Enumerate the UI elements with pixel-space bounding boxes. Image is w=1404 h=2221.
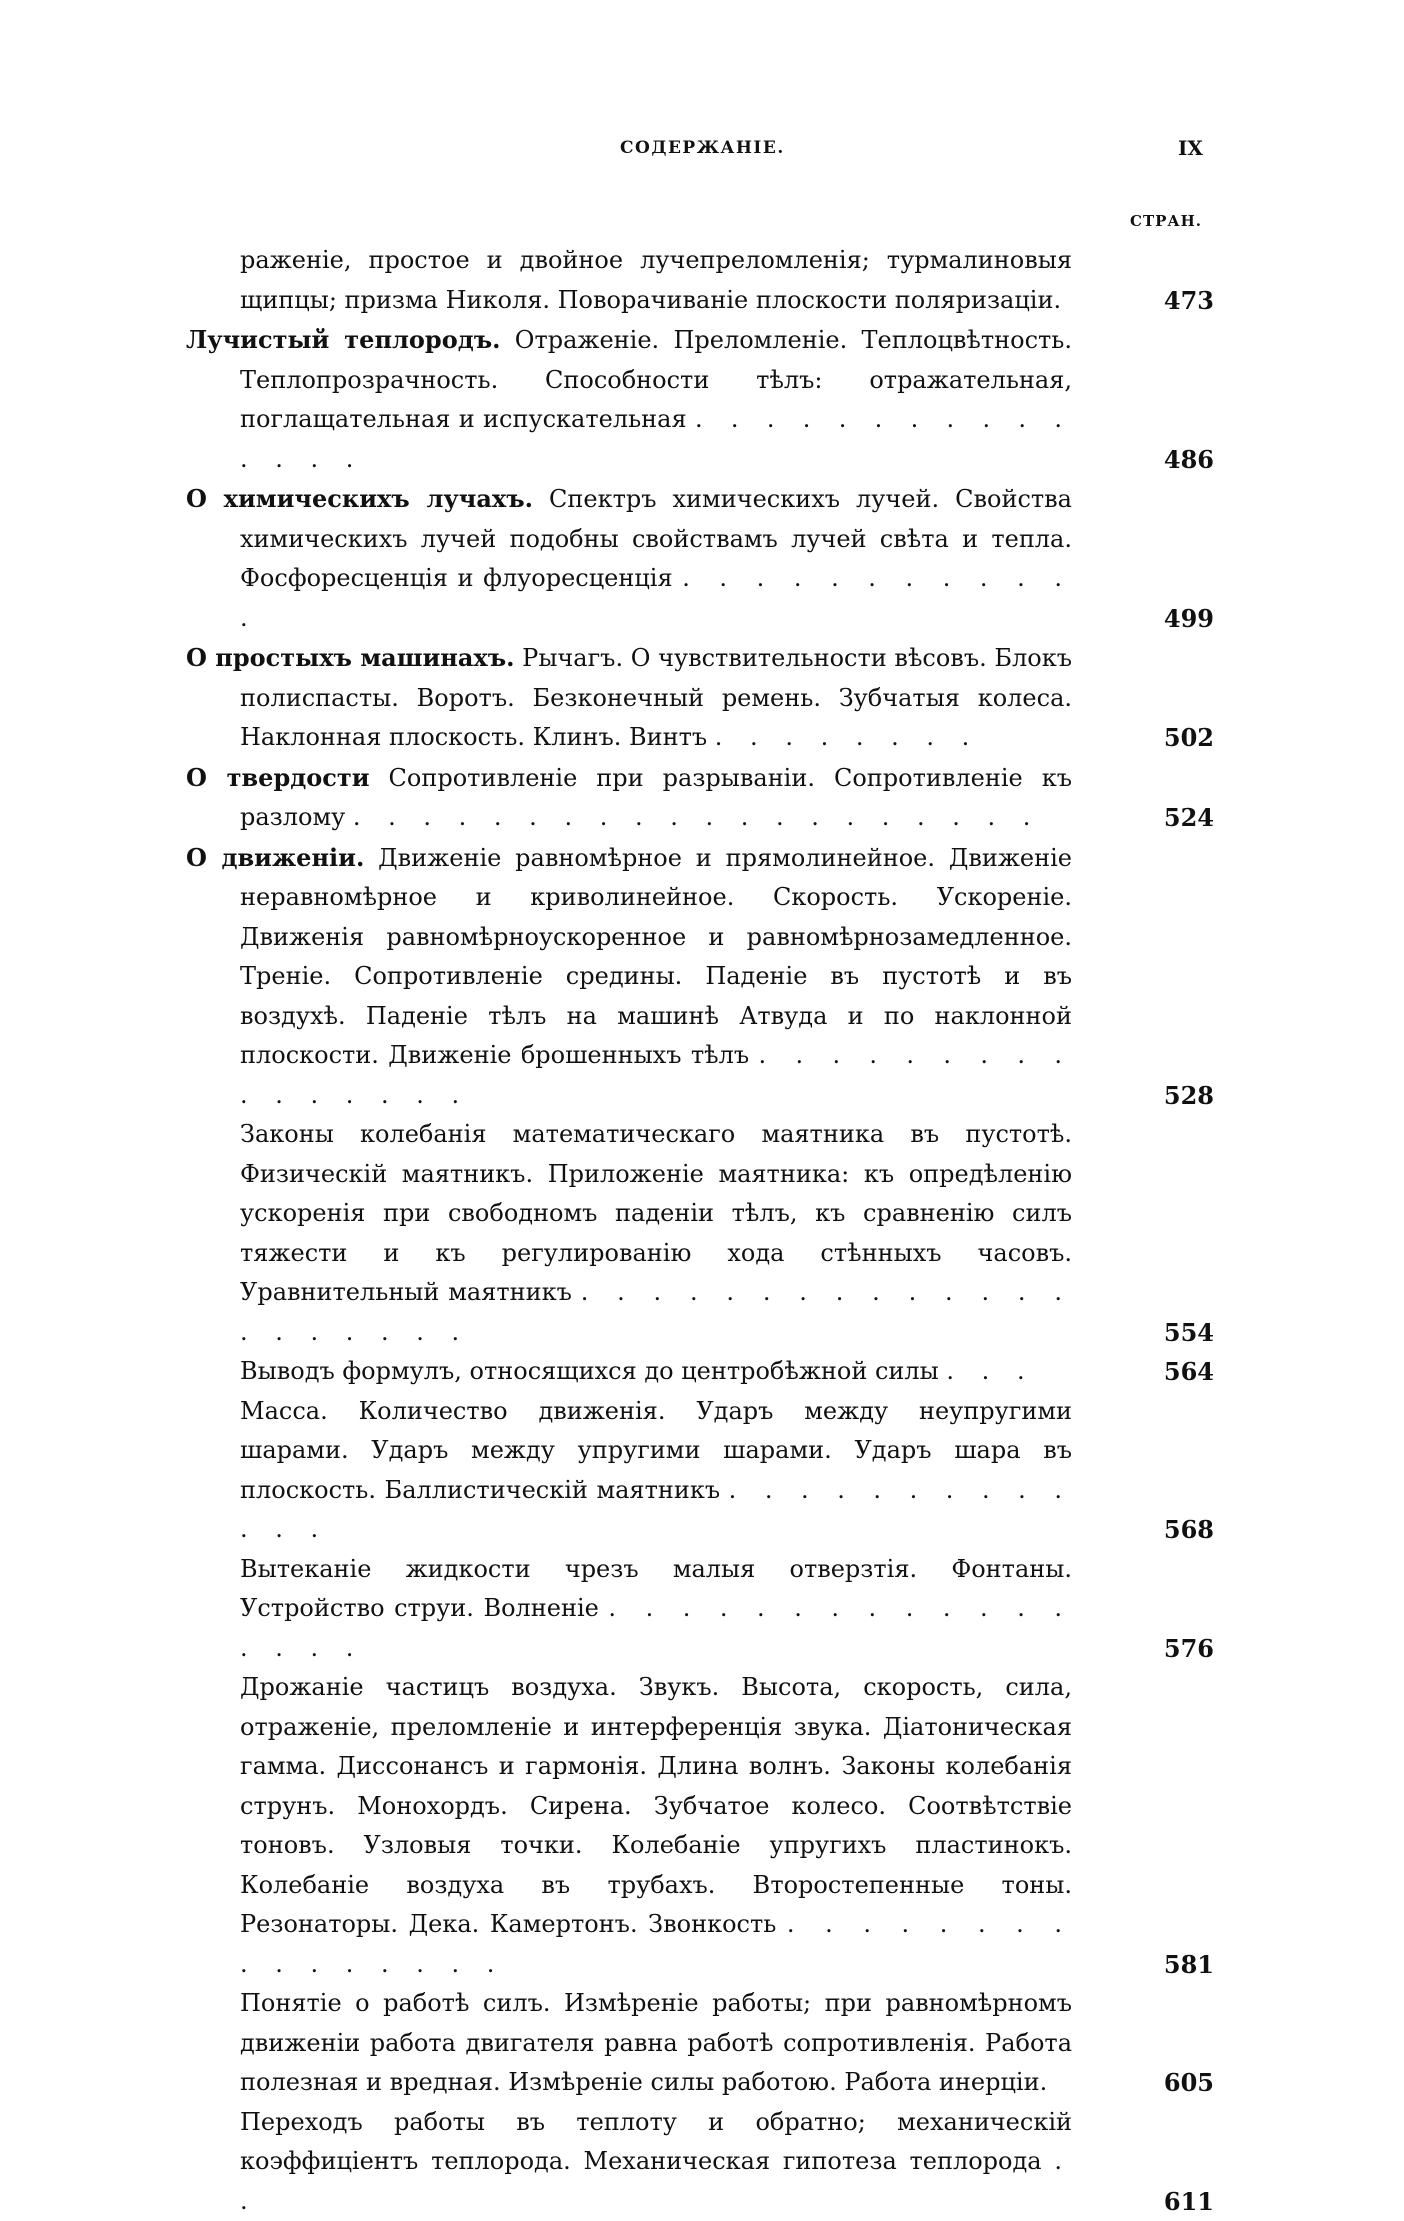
toc-entry-text [240, 320, 1072, 479]
toc-entry-page: 528 [1164, 1076, 1214, 1116]
toc-entry-leader: . . . . . . . . . . . . . . . . [240, 1041, 1072, 1109]
page-column-label: СТРАН. [1130, 212, 1202, 230]
toc-entry-body: Спектръ химическихъ лучей. Свойства химическихъ лучей подобны свойствамъ лучей свѣта и тепла. Фосфоресценція и флуоресценція [240, 485, 1072, 592]
toc-entry-page: 611 [1164, 2182, 1214, 2221]
toc-entry-leader: . . . . . . . . . . . . . . . . . . . . [353, 803, 1041, 831]
toc-entry-body: Рычагъ. О чувствительности вѣсовъ. Блокъ полиспасты. Воротъ. Безконечный ремень. Зубчатыя колеса. Наклонная плоскость. Клинъ. Винтъ [240, 644, 1072, 751]
toc-entry-text [240, 638, 1072, 758]
toc-entry-text [240, 240, 1072, 320]
toc-entry-text [240, 1668, 1072, 1984]
toc-entry-text [240, 1550, 1072, 1669]
toc-entry-body: Законы колебанія математическаго маятника въ пустотѣ. Физическій маятникъ. Приложеніе маятника: къ опредѣленію ускоренія при свободномъ паденіи тѣлъ, къ сравненію силъ тяжести и къ регулированію хода стѣнныхъ часовъ. Уравнительный маятникъ [240, 1120, 1072, 1306]
toc-entry-page: 499 [1164, 599, 1214, 639]
toc-entry [0, 838, 1404, 1116]
toc-entry-page: 581 [1164, 1945, 1214, 1985]
toc-entry-heading: Лучистый теплородъ. [186, 325, 500, 354]
page-title: СОДЕРЖАНІЕ. [620, 138, 785, 158]
toc-entry [0, 638, 1404, 758]
toc-entry-body: Движеніе равномѣрное и прямолинейное. Движеніе неравномѣрное и криволинейное. Скорость. Ускореніе. Движенія равномѣрноускоренное и равномѣрнозамедленное. Треніе. Сопротивленіе средины. Паденіе въ пустотѣ и въ воздухѣ. Паденіе тѣлъ на машинѣ Атвуда и по наклонной плоскости. Движеніе брошенныхъ тѣлъ [240, 844, 1072, 1070]
toc-entry-leader: . . . . . . . . [715, 723, 979, 751]
toc-entry-page: 576 [1164, 1629, 1214, 1669]
toc-entry [0, 2103, 1404, 2221]
toc-entry-text [240, 1392, 1072, 1550]
toc-entry-leader: . . . . . . . . . . . . . . . [240, 405, 1072, 473]
toc-entry-body: Переходъ работы въ теплоту и обратно; механическій коэффиціентъ теплорода. Механическая гипотеза теплорода [240, 2108, 1072, 2176]
toc-entry [0, 758, 1404, 838]
toc-entry [0, 1550, 1404, 1669]
toc-entry [0, 1984, 1404, 2103]
toc-entry-body: Вытеканіе жидкости чрезъ малыя отверзтія. Фонтаны. Устройство струи. Волненіе [240, 1555, 1072, 1623]
toc-entry [0, 320, 1404, 479]
toc-entry-leader: . . . . . . . . . . . . . [240, 1476, 1072, 1544]
toc-entry-leader: . . . . . . . . . . . . . . . . . [240, 1594, 1072, 1662]
toc-entry-heading: О твердости [186, 763, 370, 792]
toc-entry-page: 524 [1164, 798, 1214, 838]
toc-entry [0, 1668, 1404, 1984]
table-of-contents [0, 240, 1404, 2221]
toc-entry-page: 486 [1164, 440, 1214, 480]
toc-entry-body: Сопротивленіе при разрываніи. Сопротивленіе къ разлому [240, 764, 1072, 832]
toc-entry-page: 568 [1164, 1510, 1214, 1550]
toc-entry [0, 240, 1404, 320]
toc-entry-text [240, 1115, 1072, 1352]
toc-entry [0, 479, 1404, 638]
running-head [0, 138, 1404, 162]
toc-entry-leader: . . . [946, 1357, 1034, 1385]
toc-entry-body: Понятіе о работѣ силъ. Измѣреніе работы; при равномѣрномъ движеніи работа двигателя равна работѣ сопротивленія. Работа полезная и вредная. Измѣреніе силы работою. Работа инерціи. [240, 1989, 1072, 2096]
toc-entry-leader: . . [240, 2147, 1072, 2215]
toc-entry-text [240, 1984, 1072, 2103]
toc-entry-body: Дрожаніе частицъ воздуха. Звукъ. Высота, скорость, сила, отраженіе, преломленіе и интерференція звука. Діатоническая гамма. Диссонансъ и гармонія. Длина волнъ. Законы колебанія струнъ. Монохордъ. Сирена. Зубчатое колесо. Соотвѣтствіе тоновъ. Узловыя точки. Колебаніе упругихъ пластинокъ. Колебаніе воздуха въ трубахъ. Второстепенные тоны. Резонаторы. Дека. Камертонъ. Звонкость [240, 1673, 1072, 1938]
toc-entry [0, 1115, 1404, 1352]
toc-entry-leader: . . . . . . . . . . . . . . . . . . . . . [240, 1278, 1072, 1346]
toc-entry-text [240, 2103, 1072, 2221]
toc-entry-body: Выводъ формулъ, относящихся до центробѣжной силы [240, 1357, 939, 1385]
toc-entry-heading: О химическихъ лучахъ. [186, 484, 533, 513]
toc-entry-body: Масса. Количество движенія. Ударъ между неупругими шарами. Ударъ между упругими шарами. Ударъ шара въ плоскость. Баллистическій маятникъ [240, 1397, 1072, 1504]
toc-entry-page: 564 [1164, 1352, 1214, 1392]
toc-entry-text [240, 1352, 1072, 1392]
toc-entry-heading: О простыхъ машинахъ. [186, 643, 515, 672]
toc-entry-text [240, 479, 1072, 638]
toc-entry-text [240, 758, 1072, 838]
toc-entry-body: раженіе, простое и двойное лучепреломленія; турмалиновыя щипцы; призма Николя. Поворачиваніе плоскости поляризаціи. [240, 246, 1072, 314]
toc-entry-page: 554 [1164, 1313, 1214, 1353]
toc-entry-heading: О движеніи. [186, 843, 364, 872]
toc-entry-text [240, 838, 1072, 1116]
toc-entry-leader: . . . . . . . . . . . . . . . . [240, 1910, 1072, 1978]
toc-entry-body: Отраженіе. Преломленіе. Теплоцвѣтность. Теплопрозрачность. Способности тѣлъ: отражательная, поглащательная и испускательная [240, 326, 1072, 433]
toc-entry [0, 1392, 1404, 1550]
toc-entry-leader: . . . . . . . . . . . . [240, 564, 1072, 632]
toc-entry [0, 1352, 1404, 1392]
page-number: IX [1178, 136, 1203, 160]
toc-entry-page: 473 [1164, 281, 1214, 321]
toc-entry-page: 502 [1164, 718, 1214, 758]
toc-entry-page: 605 [1164, 2063, 1214, 2103]
